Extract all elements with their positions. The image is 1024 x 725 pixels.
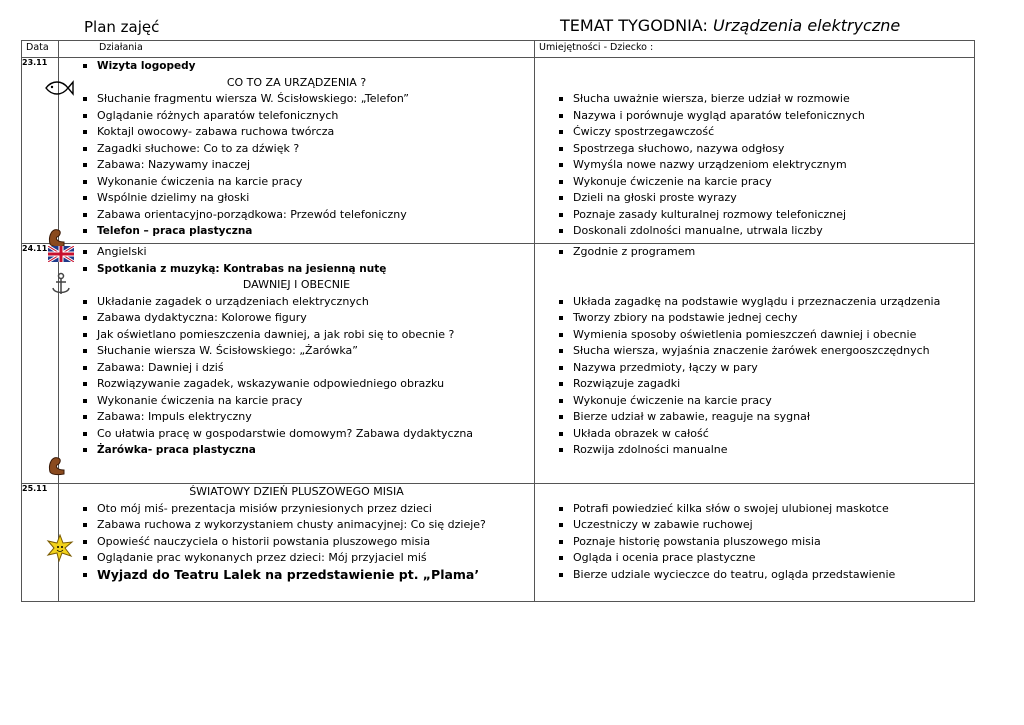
fish-icon xyxy=(44,78,74,98)
skills-cell xyxy=(535,244,975,484)
skill-item: Rozwija zdolności manualne xyxy=(573,442,974,459)
skill-item: Słucha wiersza, wyjaśnia znaczenie żarówek energooszczędnych xyxy=(573,343,974,360)
activity-item: Wspólnie dzielimy na głoski xyxy=(97,190,534,207)
day-row xyxy=(22,244,975,484)
activity-item: Wykonanie ćwiczenia na karcie pracy xyxy=(97,393,534,410)
sun-icon xyxy=(46,534,74,562)
date-cell xyxy=(22,484,59,602)
activity-item: Oto mój miś- prezentacja misiów przyniesionych przez dzieci xyxy=(97,501,534,518)
activity-item: Angielski xyxy=(97,244,534,261)
col-header-skills: Umiejętności - Dziecko : xyxy=(535,41,975,58)
skill-item: Układa obrazek w całość xyxy=(573,426,974,443)
section-heading: DAWNIEJ I OBECNIE xyxy=(242,278,351,291)
skill-item: Wymienia sposoby oświetlenia pomieszczeń dawniej i obecnie xyxy=(573,327,974,344)
topic-label: TEMAT TYGODNIA: xyxy=(560,16,708,35)
skill-item: Nazywa przedmioty, łączy w pary xyxy=(573,360,974,377)
skill-item: Uczestniczy w zabawie ruchowej xyxy=(573,517,974,534)
activity-item: Oglądanie prac wykonanych przez dzieci: Mój przyjaciel miś xyxy=(97,550,534,567)
date-label: 24.11 xyxy=(22,244,48,253)
date-label: 23.11 xyxy=(22,58,48,67)
plan-title: Plan zajęć xyxy=(84,18,160,36)
activity-item: Telefon – praca plastyczna xyxy=(97,223,534,240)
day-row xyxy=(22,58,975,244)
skills-cell xyxy=(535,484,975,602)
activity-item: Zabawa: Impuls elektryczny xyxy=(97,409,534,426)
activities-cell xyxy=(59,484,535,602)
skill-item: Układa zagadkę na podstawie wyglądu i przeznaczenia urządzenia xyxy=(573,294,974,311)
col-header-date: Data xyxy=(22,41,59,58)
skill-item: Ogląda i ocenia prace plastyczne xyxy=(573,550,974,567)
skill-item: Poznaje historię powstania pluszowego misia xyxy=(573,534,974,551)
skill-item: Nazywa i porównuje wygląd aparatów telefonicznych xyxy=(573,108,974,125)
skill-item: Potrafi powiedzieć kilka słów o swojej ulubionej maskotce xyxy=(573,501,974,518)
activity-item: Opowieść nauczyciela o historii powstania pluszowego misia xyxy=(97,534,534,551)
day-row xyxy=(22,484,975,602)
skill-item: Wymyśla nowe nazwy urządzeniom elektrycznym xyxy=(573,157,974,174)
activity-item: Układanie zagadek o urządzeniach elektrycznych xyxy=(97,294,534,311)
date-cell xyxy=(22,244,59,484)
skill-item: Zgodnie z programem xyxy=(573,244,974,261)
uk-flag-icon xyxy=(48,246,74,262)
date-label: 25.11 xyxy=(22,484,48,493)
activities-cell xyxy=(59,58,535,244)
skill-item: Doskonali zdolności manualne, utrwala liczby xyxy=(573,223,974,240)
skill-item: Spostrzega słuchowo, nazywa odgłosy xyxy=(573,141,974,158)
section-heading: CO TO ZA URZĄDZENIA ? xyxy=(226,75,367,89)
activity-item: Słuchanie fragmentu wiersza W. Ścisłowskiego: „Telefon” xyxy=(97,91,534,108)
date-cell xyxy=(22,58,59,244)
activity-item: Jak oświetlano pomieszczenia dawniej, a jak robi się to obecnie ? xyxy=(97,327,534,344)
skill-item: Poznaje zasady kulturalnej rozmowy telefonicznej xyxy=(573,207,974,224)
tooth-icon xyxy=(46,454,68,476)
topic-value: Urządzenia elektryczne xyxy=(712,16,901,35)
plan-table xyxy=(21,40,975,602)
activity-item: Oglądanie różnych aparatów telefonicznych xyxy=(97,108,534,125)
skill-item: Wykonuje ćwiczenie na karcie pracy xyxy=(573,393,974,410)
activity-item: Zabawa: Dawniej i dziś xyxy=(97,360,534,377)
activity-item: Słuchanie wiersza W. Ścisłowskiego: „Żarówka” xyxy=(97,343,534,360)
activity-item: Wykonanie ćwiczenia na karcie pracy xyxy=(97,174,534,191)
activity-item: Zabawa ruchowa z wykorzystaniem chusty animacyjnej: Co się dzieje? xyxy=(97,517,534,534)
activity-item: Zabawa dydaktyczna: Kolorowe figury xyxy=(97,310,534,327)
week-topic xyxy=(560,16,900,35)
activities-cell xyxy=(59,244,535,484)
activity-item: Żarówka- praca plastyczna xyxy=(97,442,534,459)
activity-item: Koktajl owocowy- zabawa ruchowa twórcza xyxy=(97,124,534,141)
skill-item: Wykonuje ćwiczenie na karcie pracy xyxy=(573,174,974,191)
skill-item: Bierze udział w zabawie, reaguje na sygnał xyxy=(573,409,974,426)
activity-item: Wizyta logopedy xyxy=(97,58,534,75)
anchor-icon xyxy=(50,272,72,298)
skill-item: Ćwiczy spostrzegawczość xyxy=(573,124,974,141)
activity-item: Spotkania z muzyką: Kontrabas na jesienną nutę xyxy=(97,261,534,278)
activity-item: Rozwiązywanie zagadek, wskazywanie odpowiedniego obrazku xyxy=(97,376,534,393)
activity-item: Wyjazd do Teatru Lalek na przedstawienie pt. „Plama’ xyxy=(97,567,534,584)
activity-item: Co ułatwia pracę w gospodarstwie domowym? Zabawa dydaktyczna xyxy=(97,426,534,443)
header-row xyxy=(22,41,975,58)
skill-item: Rozwiązuje zagadki xyxy=(573,376,974,393)
activity-item: Zabawa: Nazywamy inaczej xyxy=(97,157,534,174)
skill-item: Tworzy zbiory na podstawie jednej cechy xyxy=(573,310,974,327)
section-heading: ŚWIATOWY DZIEŃ PLUSZOWEGO MISIA xyxy=(189,485,404,498)
skill-item: Dzieli na głoski proste wyrazy xyxy=(573,190,974,207)
col-header-activities: Działania xyxy=(59,41,535,58)
skill-item: Bierze udziale wycieczce do teatru, ogląda przedstawienie xyxy=(573,567,974,584)
skill-item: Słucha uważnie wiersza, bierze udział w rozmowie xyxy=(573,91,974,108)
skills-cell xyxy=(535,58,975,244)
activity-item: Zabawa orientacyjno-porządkowa: Przewód telefoniczny xyxy=(97,207,534,224)
activity-item: Zagadki słuchowe: Co to za dźwięk ? xyxy=(97,141,534,158)
